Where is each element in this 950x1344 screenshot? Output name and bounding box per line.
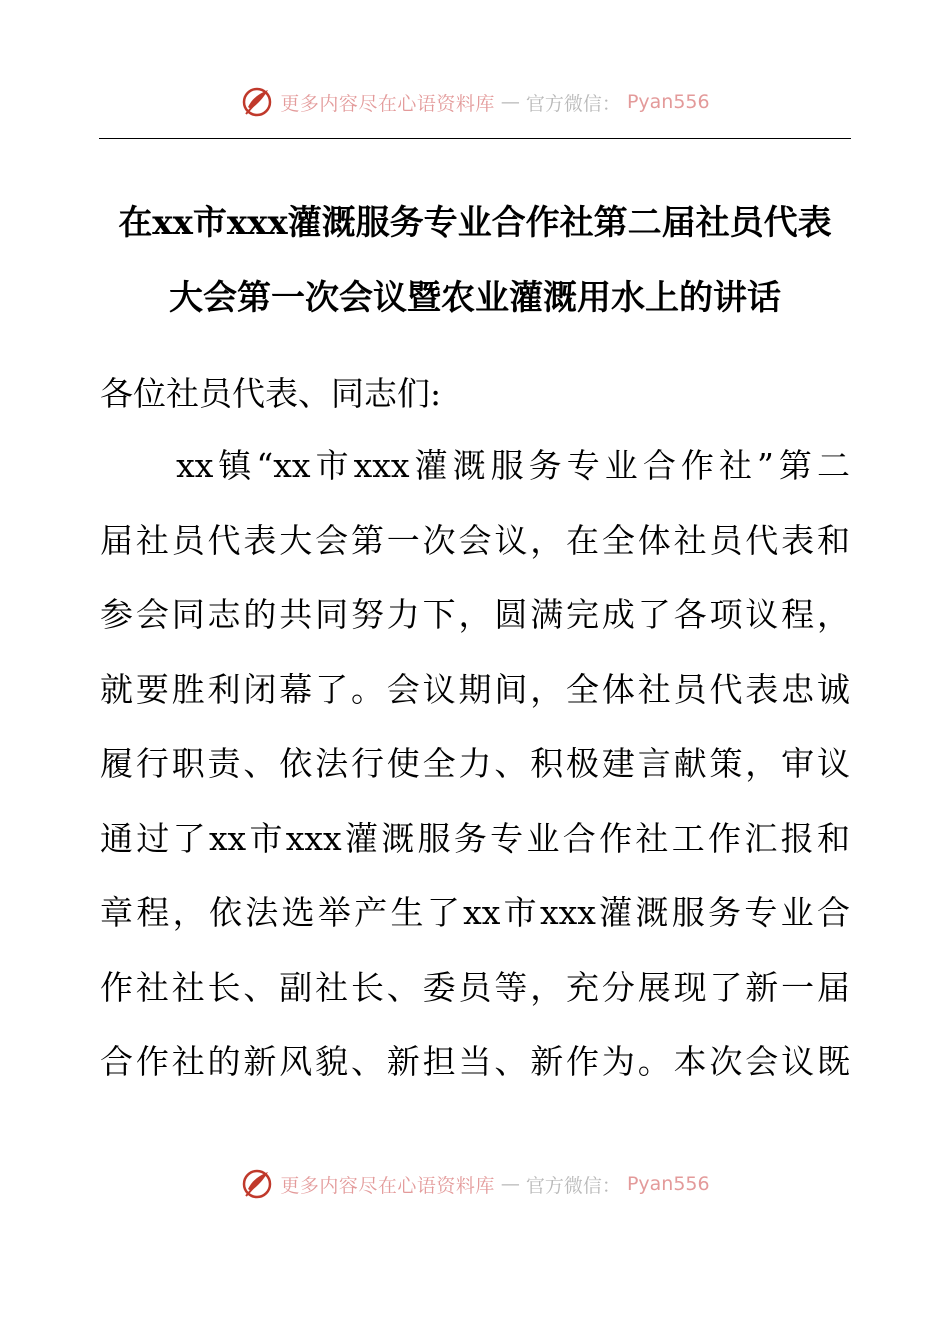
body-line: 履行职责、依法行使全力、积极建言献策，审议	[100, 744, 850, 783]
quill-pen-logo-icon	[240, 85, 274, 119]
body-line: 通过了xx市xxx灌溉服务专业合作社工作汇报和	[100, 819, 850, 858]
quill-pen-logo-icon	[240, 1167, 274, 1201]
header-divider	[99, 138, 851, 139]
body-line: 届社员代表大会第一次会议，在全体社员代表和	[100, 521, 850, 560]
document-title-line-1: 在xx市xxx灌溉服务专业合作社第二届社员代表	[118, 203, 832, 243]
header-banner	[0, 82, 950, 122]
header-wechat-id: Pyan556	[626, 91, 710, 113]
footer-wechat-id: Pyan556	[626, 1173, 710, 1195]
footer-banner-text: 更多内容尽在心语资料库	[280, 1174, 495, 1197]
header-wechat-label: 官方微信：	[525, 92, 621, 115]
header-banner-text: 更多内容尽在心语资料库	[280, 92, 495, 115]
footer-wechat-label: 官方微信：	[525, 1174, 621, 1197]
footer-banner-separator: —	[500, 1173, 520, 1195]
body-line: xx镇“xx市xxx灌溉服务专业合作社”第二	[100, 446, 850, 485]
footer-banner	[0, 1164, 950, 1204]
body-line: 就要胜利闭幕了。会议期间，全体社员代表忠诚	[100, 670, 850, 709]
salutation: 各位社员代表、同志们:	[100, 374, 442, 413]
document-title-line-2: 大会第一次会议暨农业灌溉用水上的讲话	[169, 278, 781, 318]
body-line: 章程，依法选举产生了xx市xxx灌溉服务专业合	[100, 893, 850, 932]
body-line: 作社社长、副社长、委员等，充分展现了新一届	[100, 968, 850, 1007]
header-banner-separator: —	[500, 91, 520, 113]
body-line: 合作社的新风貌、新担当、新作为。本次会议既	[100, 1042, 850, 1081]
header-banner-content	[240, 85, 709, 119]
body-line: 参会同志的共同努力下，圆满完成了各项议程，	[100, 595, 850, 634]
footer-banner-content	[240, 1167, 709, 1201]
